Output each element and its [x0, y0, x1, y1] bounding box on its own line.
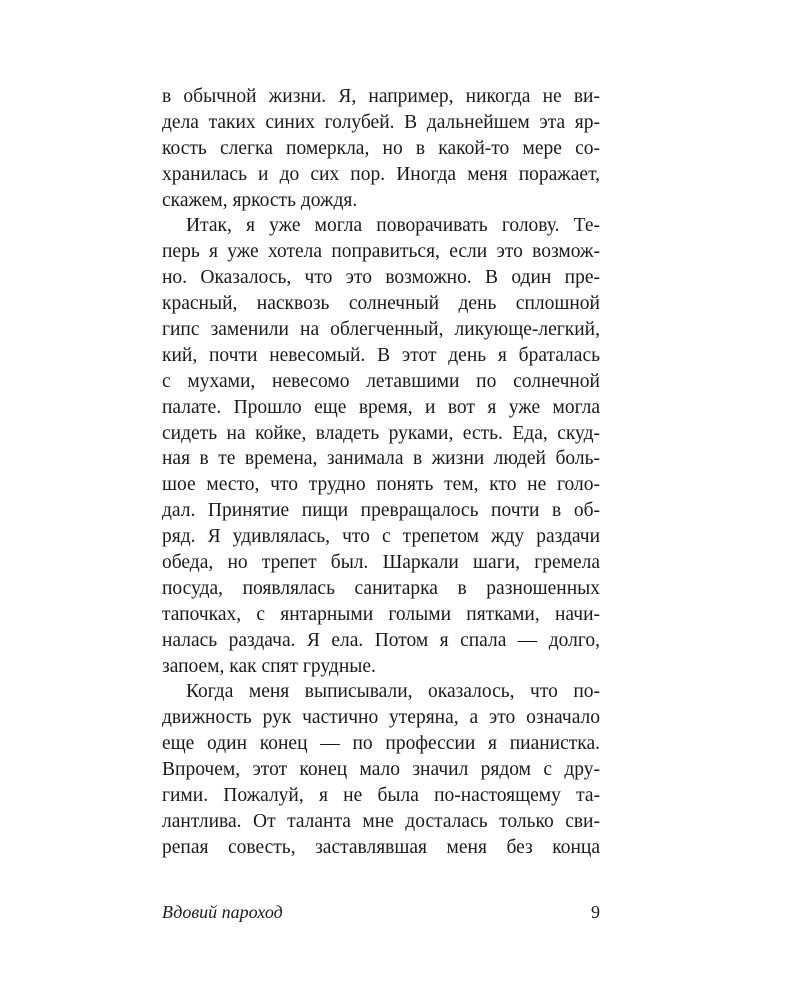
text-line: хранилась и до сих пор. Иногда меня поражает,: [162, 163, 600, 185]
text-line: красный, насквозь солнечный день сплошной: [162, 293, 600, 315]
text-line: дал. Принятие пищи превращалось почти в об-: [162, 500, 600, 522]
text-line: кость слегка померкла, но в какой-то мере со-: [162, 137, 600, 159]
page-number: 9: [591, 902, 600, 922]
text-line: запоем, как спят грудные.: [162, 655, 376, 677]
text-line: но. Оказалось, что это возможно. В один пре-: [162, 267, 600, 289]
text-line: ряд. Я удивлялась, что с трепетом жду раздачи: [162, 526, 600, 548]
text-line: кий, почти невесомый. В этот день я браталась: [162, 344, 600, 366]
body-text: [162, 84, 600, 861]
text-line: с мухами, невесомо летавшими по солнечной: [162, 370, 600, 392]
page-footer: [162, 898, 600, 926]
text-line: скажем, яркость дождя.: [162, 189, 358, 211]
paragraph-first-line: Когда меня выписывали, оказалось, что по-: [186, 681, 600, 703]
paragraph-first-line: Итак, я уже могла поворачивать голову. Те-: [186, 215, 600, 237]
text-line: гипс заменили на облегченный, ликующе-легкий,: [162, 319, 600, 341]
text-line: лантлива. От таланта мне досталась только сви-: [162, 810, 600, 832]
text-line: налась раздача. Я ела. Потом я спала — долго,: [162, 629, 600, 651]
text-line: сидеть на койке, владеть руками, есть. Еда, скуд-: [162, 422, 600, 444]
running-title: Вдовий пароход: [162, 902, 283, 922]
text-line: дела таких синих голубей. В дальнейшем эта яр-: [162, 111, 600, 133]
text-line: еще один конец — по профессии я пианистка.: [162, 733, 600, 755]
text-line: гими. Пожалуй, я не была по-настоящему та-: [162, 785, 600, 807]
text-line: шое место, что трудно понять тем, кто не голо-: [162, 474, 600, 496]
text-line: тапочках, с янтарными голыми пятками, начи-: [162, 603, 600, 625]
text-line: Впрочем, этот конец мало значил рядом с дру-: [162, 759, 600, 781]
text-line: посуда, появлялась санитарка в разношенных: [162, 577, 600, 599]
text-line: в обычной жизни. Я, например, никогда не ви-: [162, 86, 600, 107]
text-line: движность рук частично утеряна, а это означало: [162, 707, 600, 729]
text-line: обеда, но трепет был. Шаркали шаги, гремела: [162, 552, 600, 574]
text-line: репая совесть, заставлявшая меня без конца: [162, 836, 600, 858]
text-line: ная в те времена, занимала в жизни людей боль-: [162, 448, 600, 470]
text-line: палате. Прошло еще время, и вот я уже могла: [162, 396, 600, 418]
text-line: перь я уже хотела поправиться, если это возмож-: [162, 241, 600, 263]
